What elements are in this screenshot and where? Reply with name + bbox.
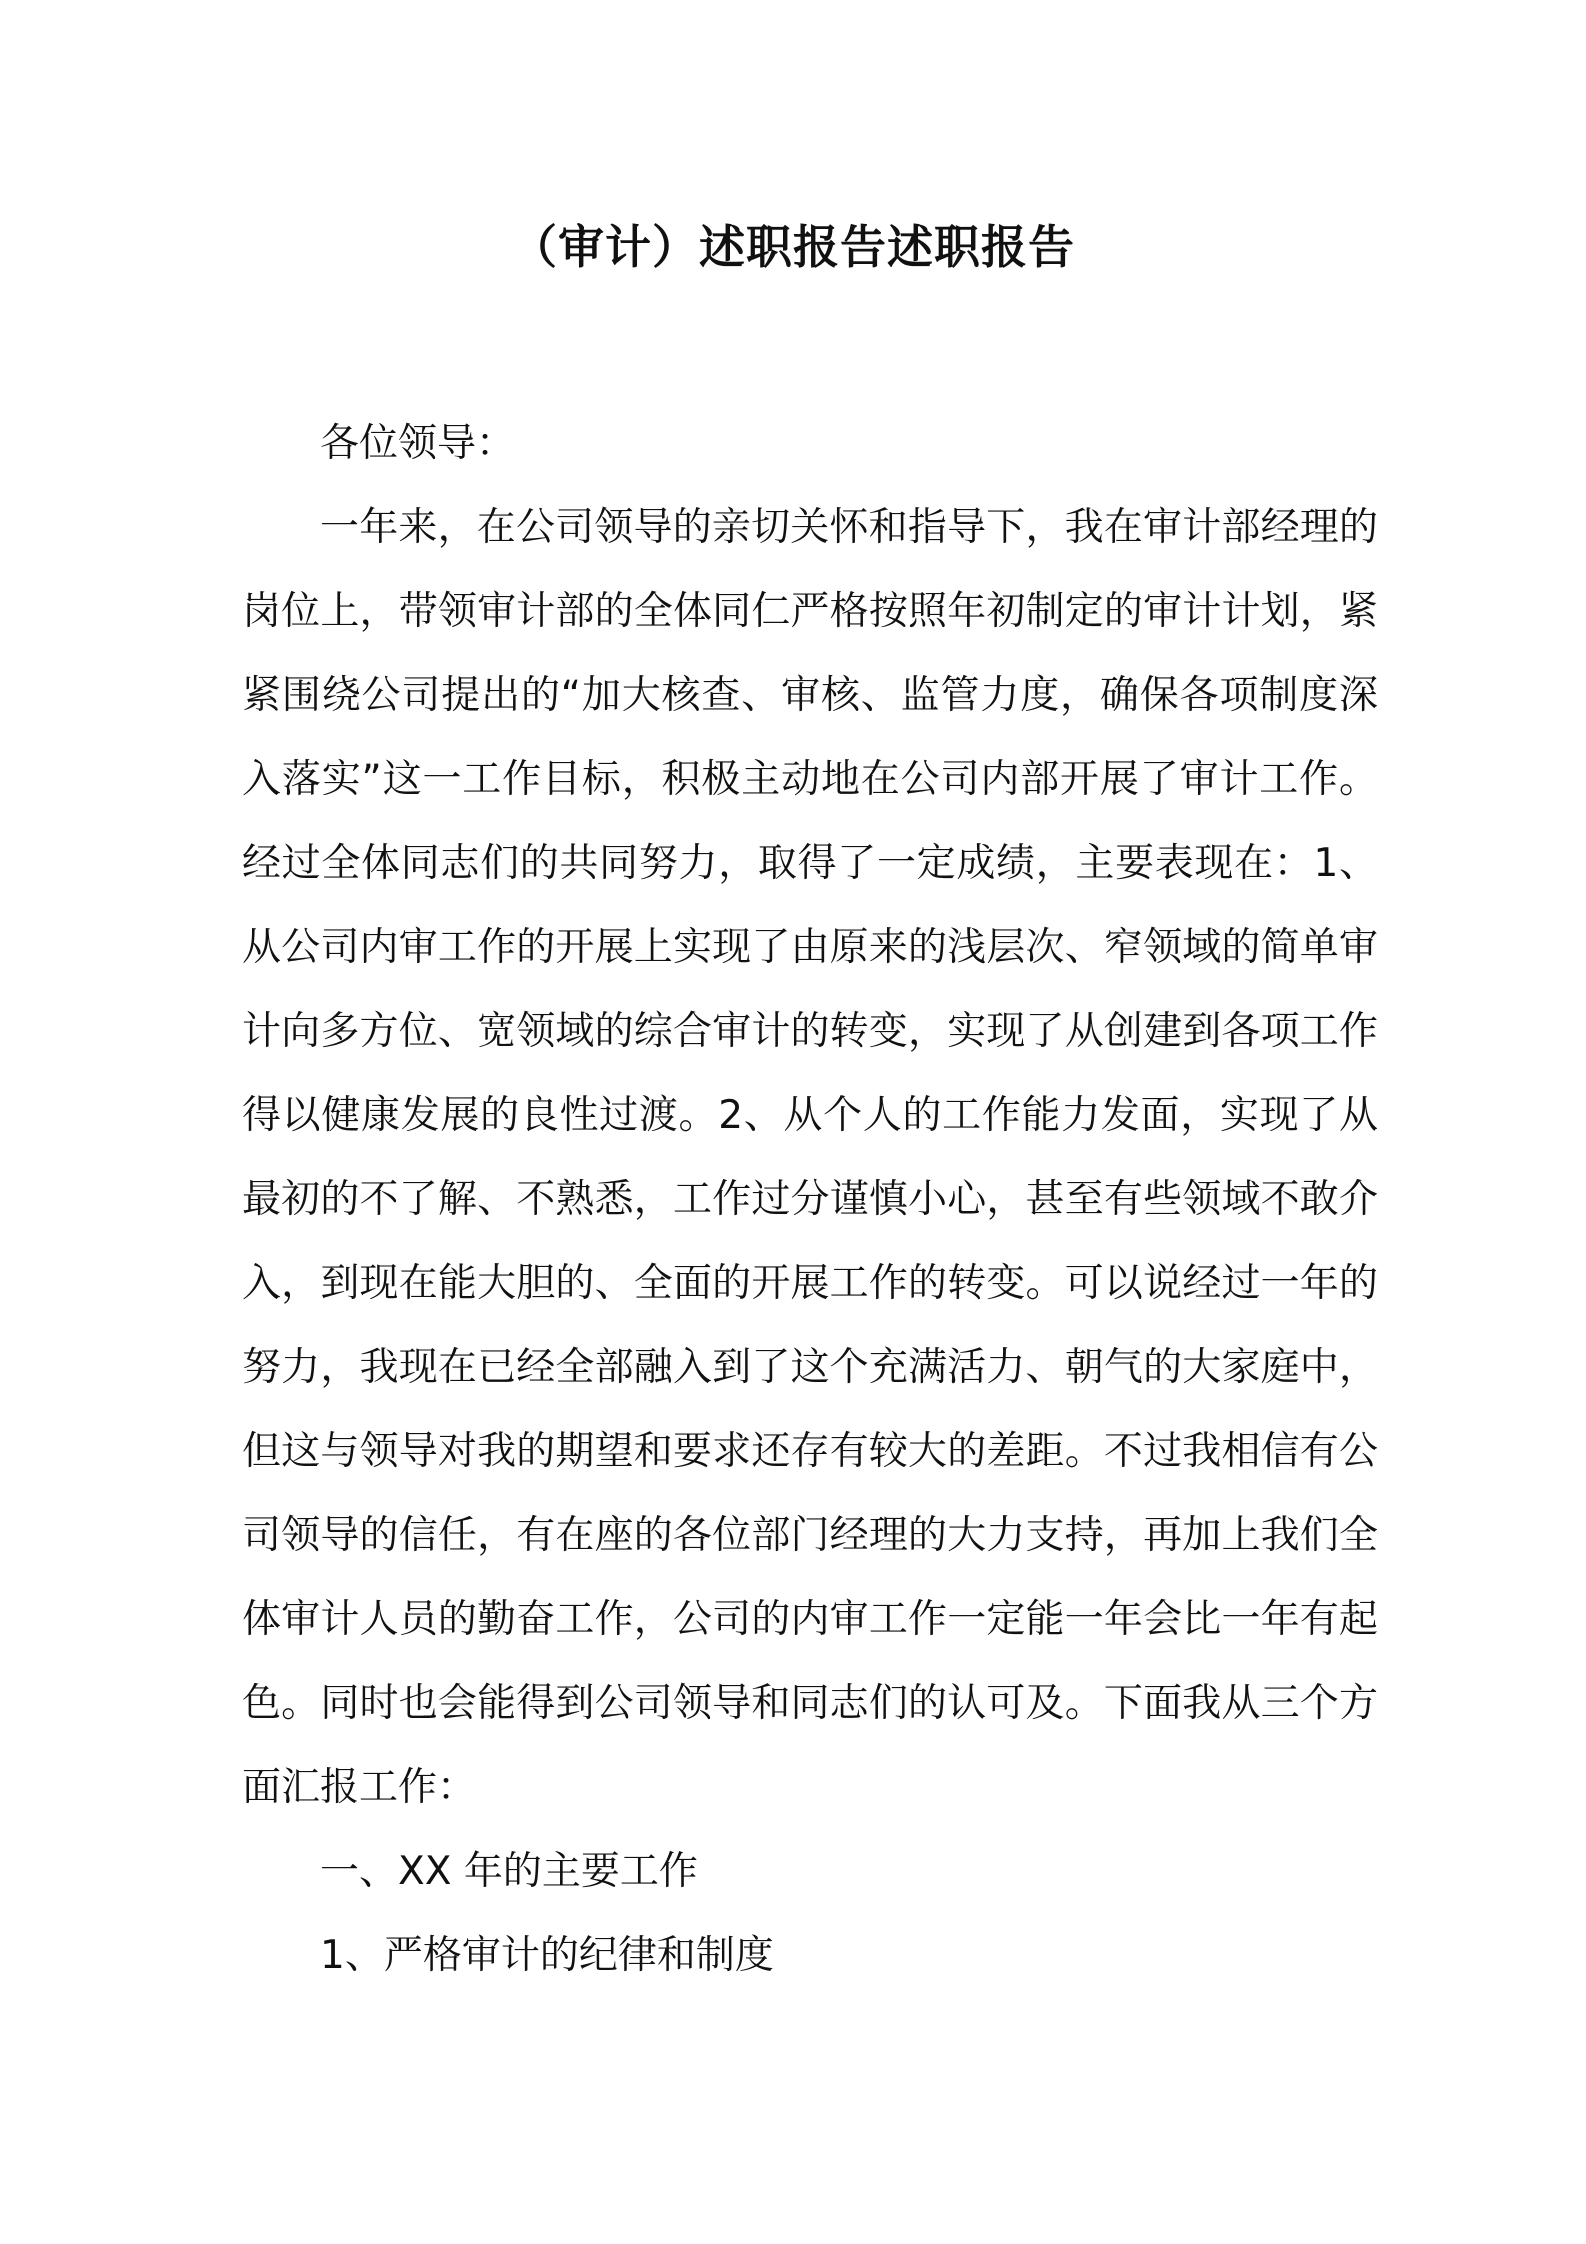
subsection-heading: 1、严格审计的纪律和制度 <box>320 1933 774 1978</box>
document-body <box>242 402 1378 1998</box>
paragraph: 一年来，在公司领导的亲切关怀和指导下，我在审计部经理的岗位上，带领审计部的全体同仁严格按照年初制定的审计计划，紧紧围绕公司提出的“加大核查、审核、监管力度，确保各项制度深入落实”这一工作目标，积极主动地在公司内部开展了审计工作。经过全体同志们的共同努力，取得了一定成绩，主要表现在：1、从公司内审工作的开展上实现了由原来的浅层次、窄领域的简单审计向多方位、宽领域的综合审计的转变，实现了从创建到各项工作得以健康发展的良性过渡。2、从个人的工作能力发面，实现了从最初的不了解、不熟悉，工作过分谨慎小心，甚至有些领域不敢介入，到现在能大胆的、全面的开展工作的转变。可以说经过一年的努力，我现在已经全部融入到了这个充满活力、朝气的大家庭中，但这与领导对我的期望和要求还存有较大的差距。不过我相信有公司领导的信任，有在座的各位部门经理的大力支持，再加上我们全体审计人员的勤奋工作，公司的内审工作一定能一年会比一年有起色。同时也会能得到公司领导和同志们的认可及。下面我从三个方面汇报工作： <box>242 505 1378 1810</box>
section-heading: 一、XX 年的主要工作 <box>320 1849 698 1894</box>
salutation: 各位领导： <box>320 421 516 466</box>
page-title: （审计）述职报告述职报告 <box>511 220 1075 274</box>
